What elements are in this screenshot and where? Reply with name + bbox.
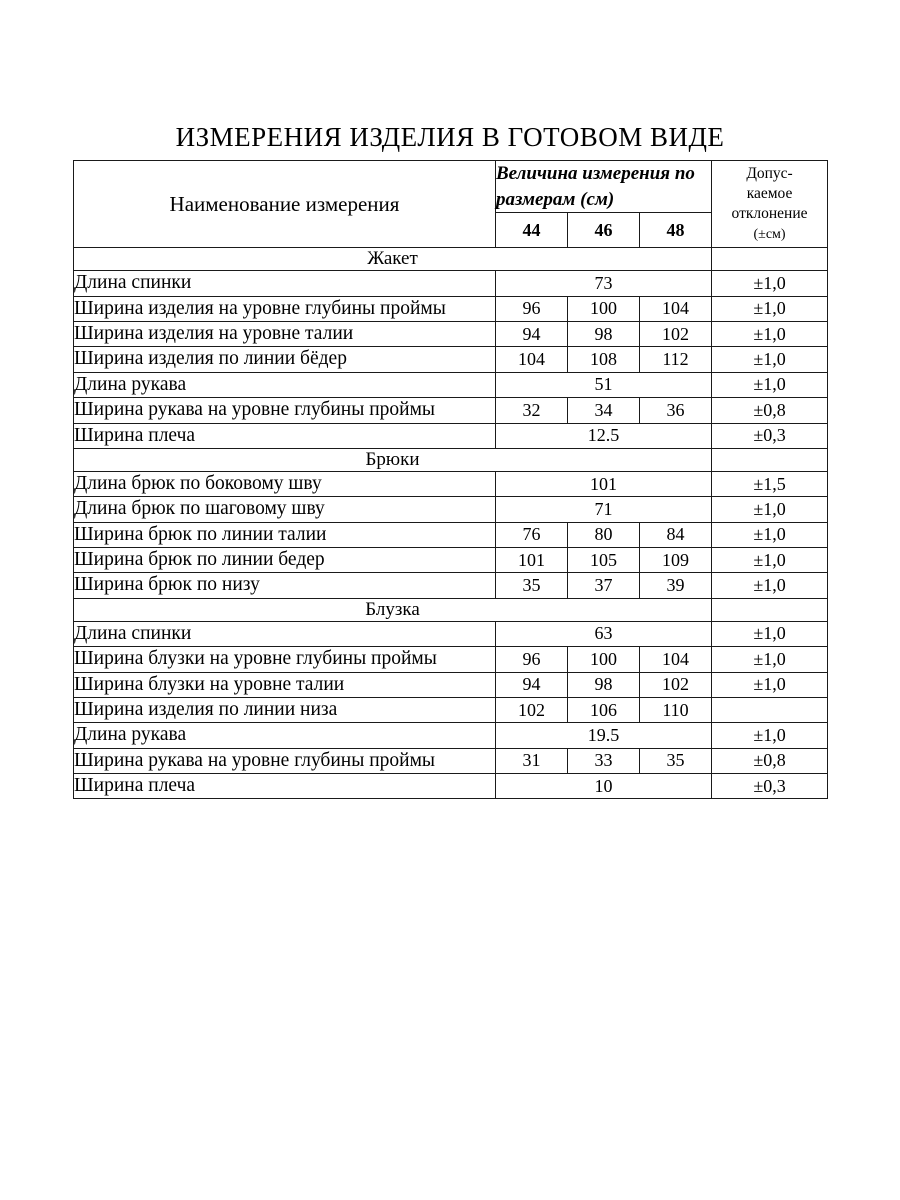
size-column-44: 44 xyxy=(496,213,568,248)
header-deviation-line2: каемое xyxy=(746,184,793,202)
row-value-44: 96 xyxy=(496,296,568,321)
row-value-46: 100 xyxy=(568,296,640,321)
table-row xyxy=(74,621,828,646)
header-measurement-name: Наименование измерения xyxy=(74,161,496,248)
row-label: Ширина изделия по линии низа xyxy=(74,697,496,722)
size-column-48: 48 xyxy=(640,213,712,248)
row-deviation: ±1,0 xyxy=(712,372,828,397)
row-deviation: ±1,0 xyxy=(712,497,828,522)
row-deviation: ±1,0 xyxy=(712,347,828,372)
row-label: Длина рукава xyxy=(74,723,496,748)
row-label: Длина брюк по боковому шву xyxy=(74,471,496,496)
row-deviation: ±1,0 xyxy=(712,647,828,672)
table-row xyxy=(74,774,828,799)
row-label: Ширина блузки на уровне глубины проймы xyxy=(74,647,496,672)
row-value-46: 108 xyxy=(568,347,640,372)
table-row xyxy=(74,471,828,496)
row-value-48: 109 xyxy=(640,548,712,573)
row-value-44: 101 xyxy=(496,548,568,573)
section-blank-cell xyxy=(712,448,828,471)
table-row xyxy=(74,748,828,773)
row-value-48: 112 xyxy=(640,347,712,372)
table-row xyxy=(74,322,828,347)
row-deviation: ±0,8 xyxy=(712,748,828,773)
row-value-46: 98 xyxy=(568,672,640,697)
row-value-46: 98 xyxy=(568,322,640,347)
table-row xyxy=(74,672,828,697)
row-label: Длина спинки xyxy=(74,271,496,296)
row-value-46: 34 xyxy=(568,398,640,423)
row-deviation: ±1,0 xyxy=(712,296,828,321)
table-row xyxy=(74,372,828,397)
row-value-46: 106 xyxy=(568,697,640,722)
table-row xyxy=(74,548,828,573)
header-deviation-line1: Допус- xyxy=(746,164,793,182)
row-deviation: ±0,8 xyxy=(712,398,828,423)
page-title: ИЗМЕРЕНИЯ ИЗДЕЛИЯ В ГОТОВОМ ВИДЕ xyxy=(175,122,725,152)
row-value-merged: 101 xyxy=(496,471,712,496)
table-row xyxy=(74,647,828,672)
header-deviation-line3: отклонение xyxy=(731,205,808,223)
row-value-48: 102 xyxy=(640,672,712,697)
row-deviation: ±1,5 xyxy=(712,471,828,496)
table-row xyxy=(74,723,828,748)
row-deviation: ±1,0 xyxy=(712,548,828,573)
row-deviation: ±1,0 xyxy=(712,522,828,547)
row-value-merged: 19.5 xyxy=(496,723,712,748)
row-value-44: 94 xyxy=(496,672,568,697)
row-value-44: 104 xyxy=(496,347,568,372)
row-value-48: 104 xyxy=(640,647,712,672)
table-row xyxy=(74,497,828,522)
row-value-46: 80 xyxy=(568,522,640,547)
section-title-jacket: Жакет xyxy=(74,248,712,271)
table-row xyxy=(74,697,828,722)
row-value-44: 76 xyxy=(496,522,568,547)
row-value-48: 36 xyxy=(640,398,712,423)
row-value-merged: 63 xyxy=(496,621,712,646)
row-label: Длина брюк по шаговому шву xyxy=(74,497,496,522)
table-row xyxy=(74,271,828,296)
row-value-merged: 10 xyxy=(496,774,712,799)
row-label: Ширина блузки на уровне талии xyxy=(74,672,496,697)
section-title-trousers: Брюки xyxy=(74,448,712,471)
row-label: Ширина брюк по линии талии xyxy=(74,522,496,547)
row-deviation: ±1,0 xyxy=(712,723,828,748)
row-value-48: 35 xyxy=(640,748,712,773)
row-value-44: 35 xyxy=(496,573,568,598)
row-deviation: ±1,0 xyxy=(712,573,828,598)
size-column-46: 46 xyxy=(568,213,640,248)
section-header-row xyxy=(74,448,828,471)
table-row xyxy=(74,398,828,423)
row-value-merged: 71 xyxy=(496,497,712,522)
row-value-48: 84 xyxy=(640,522,712,547)
row-deviation: ±1,0 xyxy=(712,672,828,697)
section-blank-cell xyxy=(712,248,828,271)
row-value-46: 37 xyxy=(568,573,640,598)
row-value-44: 94 xyxy=(496,322,568,347)
row-deviation: ±0,3 xyxy=(712,423,828,448)
row-value-46: 100 xyxy=(568,647,640,672)
row-deviation xyxy=(712,697,828,722)
row-label: Ширина рукава на уровне глубины проймы xyxy=(74,748,496,773)
row-label: Ширина изделия на уровне талии xyxy=(74,322,496,347)
row-label: Длина спинки xyxy=(74,621,496,646)
row-value-44: 96 xyxy=(496,647,568,672)
table-row xyxy=(74,423,828,448)
row-label: Ширина плеча xyxy=(74,774,496,799)
row-deviation: ±1,0 xyxy=(712,621,828,646)
table-row xyxy=(74,296,828,321)
row-value-48: 110 xyxy=(640,697,712,722)
table-row xyxy=(74,522,828,547)
row-label: Ширина рукава на уровне глубины проймы xyxy=(74,398,496,423)
row-label: Длина рукава xyxy=(74,372,496,397)
section-blank-cell xyxy=(712,598,828,621)
row-value-merged: 73 xyxy=(496,271,712,296)
row-deviation: ±1,0 xyxy=(712,271,828,296)
row-label: Ширина изделия на уровне глубины проймы xyxy=(74,296,496,321)
table-header-row xyxy=(74,161,828,213)
table-row xyxy=(74,347,828,372)
row-value-44: 31 xyxy=(496,748,568,773)
section-header-row xyxy=(74,248,828,271)
row-label: Ширина брюк по низу xyxy=(74,573,496,598)
row-value-merged: 51 xyxy=(496,372,712,397)
measurements-table xyxy=(73,160,828,799)
table-row xyxy=(74,573,828,598)
row-deviation: ±1,0 xyxy=(712,322,828,347)
section-title-blouse: Блузка xyxy=(74,598,712,621)
row-value-46: 33 xyxy=(568,748,640,773)
row-value-48: 39 xyxy=(640,573,712,598)
row-value-46: 105 xyxy=(568,548,640,573)
row-value-48: 104 xyxy=(640,296,712,321)
row-deviation: ±0,3 xyxy=(712,774,828,799)
row-label: Ширина изделия по линии бёдер xyxy=(74,347,496,372)
row-label: Ширина брюк по линии бедер xyxy=(74,548,496,573)
header-deviation-line4: (±см) xyxy=(753,227,786,243)
row-label: Ширина плеча xyxy=(74,423,496,448)
row-value-44: 32 xyxy=(496,398,568,423)
header-deviation xyxy=(712,161,828,248)
header-value-group: Величина измерения по размерам (см) xyxy=(496,161,712,213)
row-value-merged: 12.5 xyxy=(496,423,712,448)
row-value-48: 102 xyxy=(640,322,712,347)
row-value-44: 102 xyxy=(496,697,568,722)
section-header-row xyxy=(74,598,828,621)
